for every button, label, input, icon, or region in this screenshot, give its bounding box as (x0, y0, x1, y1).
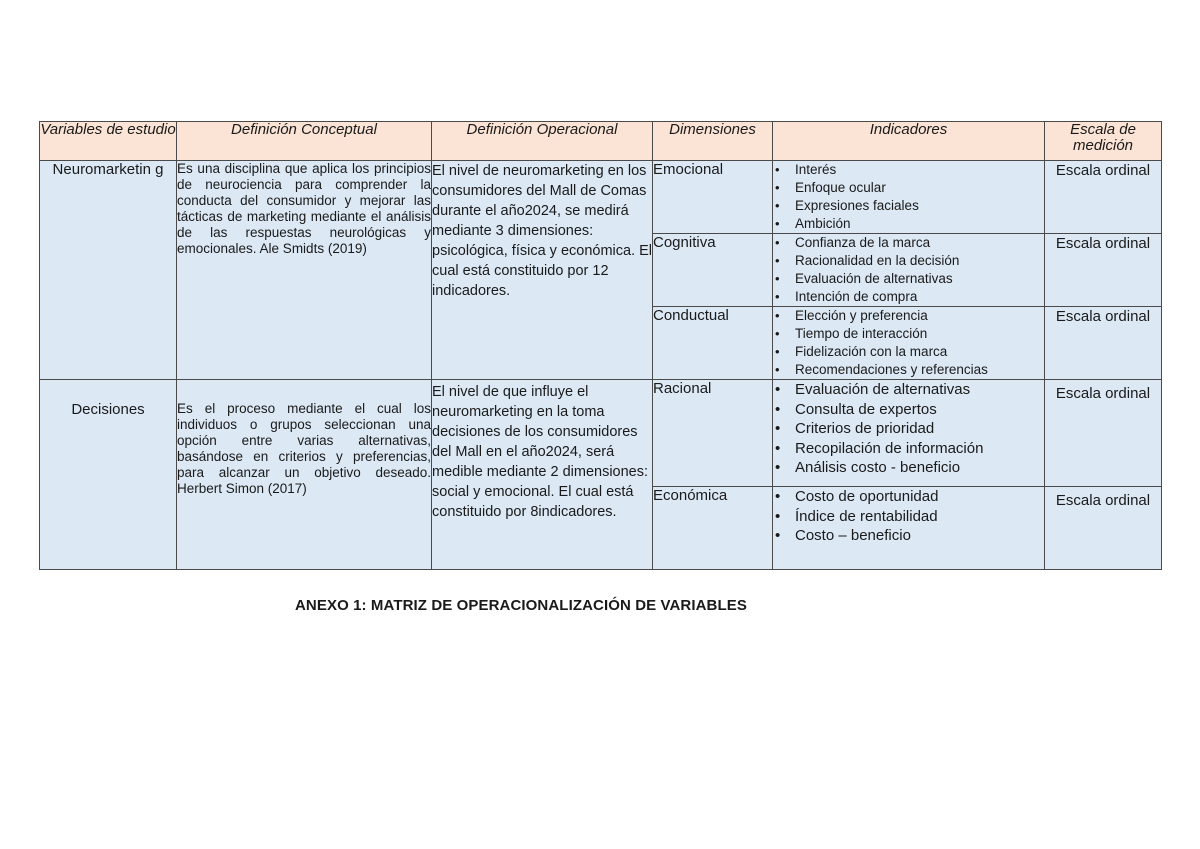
table-row (40, 380, 1162, 487)
indicator-item: • Índice de rentabilidad (773, 507, 1044, 527)
table-row (40, 161, 1162, 234)
indicators-cell (773, 161, 1045, 234)
scale-cell: Escala ordinal (1045, 161, 1162, 234)
operational-definition: El nivel de neuromarketing en los consumidores del Mall de Comas durante el año2024, se medirá mediante 3 dimensiones: psicológica, física y económica. El cual está constituido por 12 indicadores. (432, 161, 653, 380)
scale-cell: Escala ordinal (1045, 307, 1162, 380)
indicator-item: • Recopilación de información (773, 439, 1044, 459)
scale-cell: Escala ordinal (1045, 380, 1162, 487)
header-variables: Variables de estudio (40, 122, 177, 161)
indicator-item: • Consulta de expertos (773, 400, 1044, 420)
indicator-list (773, 161, 1044, 233)
header-row (40, 122, 1162, 161)
indicator-item: • Intención de compra (773, 288, 1044, 306)
indicator-item: • Evaluación de alternativas (773, 380, 1044, 400)
indicator-item: • Recomendaciones y referencias (773, 361, 1044, 379)
dimension-cell: Racional (653, 380, 773, 487)
dimension-cell: Económica (653, 487, 773, 570)
scale-cell: Escala ordinal (1045, 234, 1162, 307)
header-dimensiones: Dimensiones (653, 122, 773, 161)
indicators-cell (773, 380, 1045, 487)
indicator-item: • Fidelización con la marca (773, 343, 1044, 361)
indicators-cell (773, 234, 1045, 307)
variable-cell: Neuromarketin g (40, 161, 177, 380)
dimension-cell: Emocional (653, 161, 773, 234)
indicator-item: • Costo – beneficio (773, 526, 1044, 546)
conceptual-definition: Es el proceso mediante el cual los individuos o grupos seleccionan una opción entre varias alternativas, basándose en criterios y preferencias, para alcanzar un objetivo deseado. Herbert Simon (2017) (177, 380, 432, 570)
dimension-cell: Cognitiva (653, 234, 773, 307)
header-indicadores: Indicadores (773, 122, 1045, 161)
header-escala: Escala de medición (1045, 122, 1162, 161)
indicator-list (773, 380, 1044, 478)
indicators-cell (773, 487, 1045, 570)
variable-cell: Decisiones (40, 380, 177, 570)
indicator-list (773, 307, 1044, 379)
indicator-item: • Análisis costo - beneficio (773, 458, 1044, 478)
scale-cell: Escala ordinal (1045, 487, 1162, 570)
indicator-item: • Interés (773, 161, 1044, 179)
indicator-item: • Ambición (773, 215, 1044, 233)
indicator-item: • Evaluación de alternativas (773, 270, 1044, 288)
indicator-item: • Expresiones faciales (773, 197, 1044, 215)
indicator-item: • Confianza de la marca (773, 234, 1044, 252)
operational-definition: El nivel de que influye el neuromarketing en la toma decisiones de los consumidores del Mall en el año2024, será medible mediante 2 dimensiones: social y emocional. El cual está constituido por 8indicadores. (432, 380, 653, 570)
indicator-item: • Criterios de prioridad (773, 419, 1044, 439)
annex-caption: ANEXO 1: MATRIZ DE OPERACIONALIZACIÓN DE VARIABLES (295, 597, 747, 614)
indicator-item: • Tiempo de interacción (773, 325, 1044, 343)
conceptual-definition: Es una disciplina que aplica los principios de neurociencia para comprender la conducta del consumidor y mejorar las tácticas de marketing mediante el análisis de las respuestas neurológicas y emocionales. Ale Smidts (2019) (177, 161, 432, 380)
operationalization-matrix (39, 121, 1162, 570)
dimension-cell: Conductual (653, 307, 773, 380)
header-operacional: Definición Operacional (432, 122, 653, 161)
indicators-cell (773, 307, 1045, 380)
indicator-item: • Costo de oportunidad (773, 487, 1044, 507)
indicator-item: • Elección y preferencia (773, 307, 1044, 325)
indicator-list (773, 234, 1044, 306)
indicator-item: • Racionalidad en la decisión (773, 252, 1044, 270)
indicator-item: • Enfoque ocular (773, 179, 1044, 197)
header-conceptual: Definición Conceptual (177, 122, 432, 161)
indicator-list (773, 487, 1044, 546)
